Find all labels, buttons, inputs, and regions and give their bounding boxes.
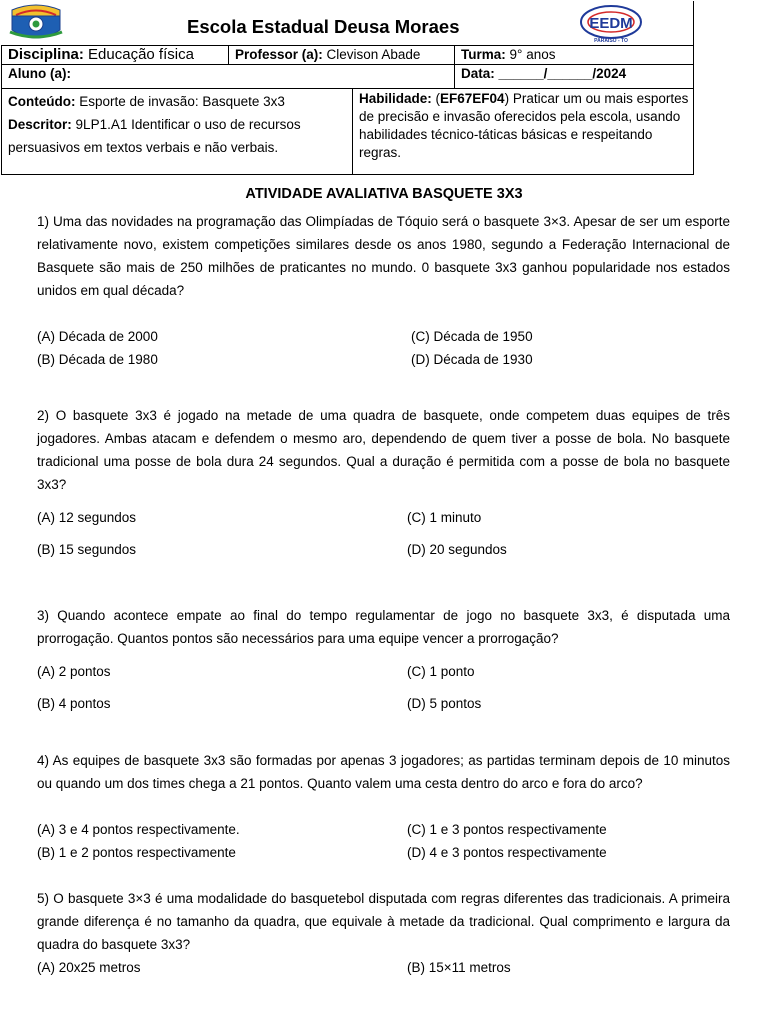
habilidade-value: Praticar um ou mais esportes de precisão e invasão oferecidos pela escola, usando habilidades técnico-táticas básicas e respeitando regras. (359, 91, 689, 160)
professor-cell (235, 47, 420, 62)
turma-label: Turma: (461, 47, 506, 62)
conteudo-label: Conteúdo: (8, 94, 76, 109)
professor-label: Professor (a): (235, 47, 323, 62)
logo-text: EEDM (589, 15, 633, 32)
activity-title: ATIVIDADE AVALIATIVA BASQUETE 3X3 (245, 186, 523, 202)
aluno-label: Aluno (a): (8, 66, 71, 81)
aluno-field[interactable] (8, 66, 71, 81)
disciplina-label: Disciplina: (8, 46, 84, 63)
question-4-option-c[interactable]: (C) 1 e 3 pontos respectivamente (407, 822, 607, 837)
disciplina-cell (8, 46, 194, 63)
header-rule (1, 45, 2, 175)
conteudo-value: Esporte de invasão: Basquete 3x3 (79, 94, 285, 109)
header-table (1, 1, 694, 175)
eedm-logo (578, 5, 644, 43)
question-4-option-a[interactable]: (A) 3 e 4 pontos respectivamente. (37, 822, 240, 837)
header-rule (454, 45, 455, 89)
question-2-text: 2) O basquete 3x3 é jogado na metade de uma quadra de basquete, onde competem duas equipes de três jogadores. Ambas atacam e defendem o mesmo aro, dependendo de quem tiver a posse de bola. No basquete tradicional uma posse de bola dura 24 segundos. Qual a duração é permitida com a posse de bola no basquete 3x3? (37, 408, 730, 492)
question-4-text: 4) As equipes de basquete 3x3 são formadas por apenas 3 jogadores; as partidas terminam depois de 10 minutos ou quando um dos times chega a 21 pontos. Quanto valem uma cesta dentro do arco e fora do arco? (37, 753, 730, 791)
header-rule (228, 45, 229, 65)
question-4-option-b[interactable]: (B) 1 e 2 pontos respectivamente (37, 845, 236, 860)
turma-value: 9° anos (509, 47, 556, 62)
logo-caption: PARAISO - TO (594, 38, 628, 43)
question-5-option-b[interactable]: (B) 15×11 metros (407, 960, 511, 975)
question-5-option-a[interactable]: (A) 20x25 metros (37, 960, 141, 975)
descritor-value: 9LP1.A1 Identificar o uso de recursos persuasivos em textos verbais e não verbais. (8, 117, 301, 155)
question-1-option-c[interactable]: (C) Década de 1950 (411, 329, 533, 344)
question-1-option-b[interactable]: (B) Década de 1980 (37, 352, 158, 367)
date-field[interactable] (461, 66, 626, 81)
question-4-option-d[interactable]: (D) 4 e 3 pontos respectivamente (407, 845, 607, 860)
habilidade-cell: Habilidade: (EF67EF04) Praticar um ou mais esportes de precisão e invasão oferecidos pela escola, usando habilidades técnico-táticas básicas e respeitando regras. (359, 91, 689, 160)
header-rule (352, 88, 353, 175)
data-label: Data: (461, 66, 495, 81)
conteudo-descritor-cell (8, 90, 348, 159)
descritor-label: Descritor: (8, 117, 72, 132)
school-emblem-logo (8, 2, 64, 44)
turma-cell (461, 47, 555, 62)
question-2-option-b[interactable]: (B) 15 segundos (37, 542, 137, 557)
question-2-option-c[interactable]: (C) 1 minuto (407, 510, 482, 525)
question-3-option-c[interactable]: (C) 1 ponto (407, 664, 475, 679)
question-3-option-b[interactable]: (B) 4 pontos (37, 696, 111, 711)
question-3-option-d[interactable]: (D) 5 pontos (407, 696, 482, 711)
habilidade-label: Habilidade: (359, 91, 432, 106)
question-1-option-a[interactable]: (A) Década de 2000 (37, 329, 158, 344)
question-2-option-a[interactable]: (A) 12 segundos (37, 510, 137, 525)
habilidade-code: EF67EF04 (440, 91, 505, 106)
data-value: ______/______/2024 (498, 66, 627, 81)
school-name: Escola Estadual Deusa Moraes (187, 16, 460, 37)
question-3-option-a[interactable]: (A) 2 pontos (37, 664, 111, 679)
professor-value: Clevison Abade (326, 47, 421, 62)
disciplina-value: Educação física (88, 46, 194, 63)
question-1-text: 1) Uma das novidades na programação das Olimpíadas de Tóquio será o basquete 3×3. Apesar de ser um esporte relativamente novo, existem competições similares desde os anos 1980, segundo a Federação Internacional de Basquete são mais de 250 milhões de praticantes no mundo. 0 basquete 3x3 ganhou popularidade nos estados unidos em qual década? (37, 214, 730, 298)
header-rule (1, 88, 693, 89)
question-1-option-d[interactable]: (D) Década de 1930 (411, 352, 533, 367)
question-3-text: 3) Quando acontece empate ao final do tempo regulamentar de jogo no basquete 3x3, é disputada uma prorrogação. Quantos pontos são necessários para uma equipe vencer a prorrogação? (37, 608, 730, 646)
question-2-option-d[interactable]: (D) 20 segundos (407, 542, 507, 557)
question-5-text: 5) O basquete 3×3 é uma modalidade do basquetebol disputada com regras diferentes das tradicionais. A primeira grande diferença é no tamanho da quadra, que equivale à metade da tradicional. Qual comprimento e largura da quadra do basquete 3x3? (37, 891, 730, 952)
header-rule (1, 64, 693, 65)
